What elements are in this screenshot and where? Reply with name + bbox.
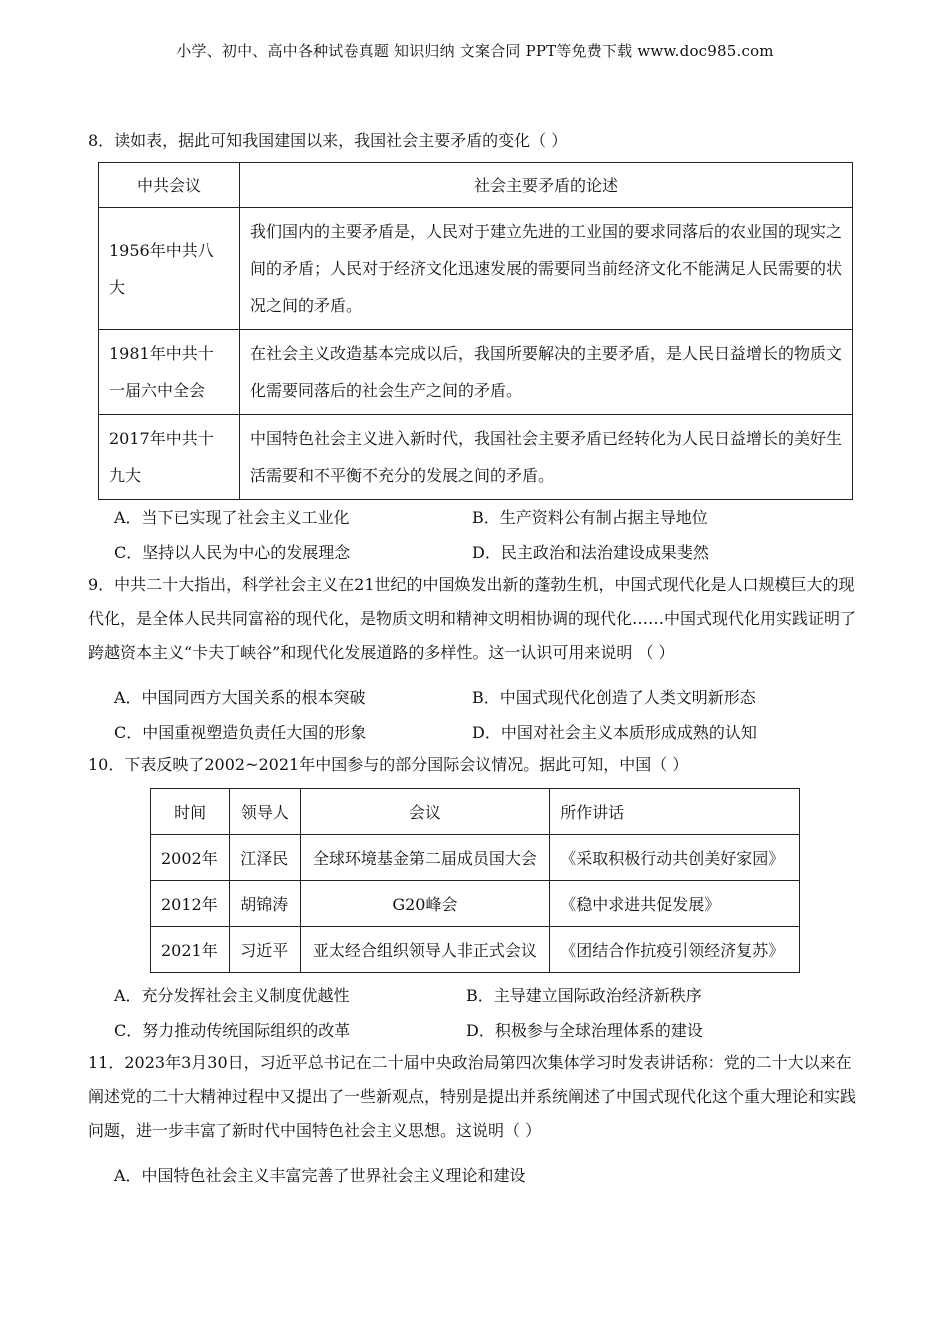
option-d[interactable]: D．积极参与全球治理体系的建设 [466,1021,703,1040]
table-row [99,208,853,330]
option-a[interactable]: A．中国特色社会主义丰富完善了世界社会主义理论和建设 [114,1166,526,1185]
table-row [99,415,853,500]
table-cell-year: 2002年 [151,835,230,881]
question-8-table [98,162,853,500]
table-cell-leader: 江泽民 [230,835,300,881]
question-11-stem: 11．2023年3月30日，习近平总书记在二十届中央政治局第四次集体学习时发表讲话称：党的二十大以来在阐述党的二十大精神过程中又提出了一些新观点，特别是提出并系统阐述了中国式现代化这个重大理论和实践问题，进一步丰富了新时代中国特色社会主义思想。这说明（ ） [88,1053,857,1140]
table-cell-leader: 胡锦涛 [230,881,300,927]
table-cell-meeting: 1956年中共八大 [99,208,240,330]
table-cell-meeting: 亚太经合组织领导人非正式会议 [300,927,550,973]
table-cell-text: 我们国内的主要矛盾是，人民对于建立先进的工业国的要求同落后的农业国的现实之间的矛盾；人民对于经济文化迅速发展的需要同当前经济文化不能满足人民需要的状况之间的矛盾。 [240,208,853,330]
option-b[interactable]: B．主导建立国际政治经济新秩序 [466,986,702,1005]
question-9-stem: 9．中共二十大指出，科学社会主义在21世纪的中国焕发出新的蓬勃生机，中国式现代化是人口规模巨大的现代化，是全体人民共同富裕的现代化，是物质文明和精神文明相协调的现代化……中国式现代化用实践证明了跨越资本主义“卡夫丁峡谷”和现代化发展道路的多样性。这一认识可用来说明 （ ） [88,575,857,662]
table-header-cell: 领导人 [230,789,300,835]
table-header-cell: 所作讲话 [550,789,800,835]
table-cell-meeting: 1981年中共十一届六中全会 [99,330,240,415]
option-d[interactable]: D．民主政治和法治建设成果斐然 [472,543,709,562]
table-cell-text: 中国特色社会主义进入新时代，我国社会主要矛盾已经转化为人民日益增长的美好生活需要和不平衡不充分的发展之间的矛盾。 [240,415,853,500]
question-10-stem: 10．下表反映了2002~2021年中国参与的部分国际会议情况。据此可知，中国（ ） [88,755,689,774]
table-cell-year: 2012年 [151,881,230,927]
option-a[interactable]: A．当下已实现了社会主义工业化 [114,508,350,527]
option-d[interactable]: D．中国对社会主义本质形成成熟的认知 [472,723,757,742]
table-cell-meeting: G20峰会 [300,881,550,927]
table-cell-year: 2021年 [151,927,230,973]
table-row [151,881,800,927]
table-cell-speech: 《采取积极行动共创美好家园》 [550,835,800,881]
table-cell-meeting: 全球环境基金第二届成员国大会 [300,835,550,881]
table-cell-speech: 《稳中求进共促发展》 [550,881,800,927]
page-header: 小学、初中、高中各种试卷真题 知识归纳 文案合同 PPT等免费下载 www.doc985.com [176,42,774,60]
table-row [99,330,853,415]
option-b[interactable]: B．生产资料公有制占据主导地位 [472,508,708,527]
option-c[interactable]: C．中国重视塑造负责任大国的形象 [114,723,367,742]
table-header-cell: 社会主要矛盾的论述 [240,163,853,208]
table-header-row [99,163,853,208]
table-header-cell: 中共会议 [99,163,240,208]
option-c[interactable]: C．坚持以人民为中心的发展理念 [114,543,351,562]
question-8-stem: 8．读如表，据此可知我国建国以来，我国社会主要矛盾的变化（ ） [88,131,568,150]
question-10-table [150,788,800,973]
option-b[interactable]: B．中国式现代化创造了人类文明新形态 [472,688,756,707]
table-header-cell: 时间 [151,789,230,835]
table-header-row [151,789,800,835]
option-a[interactable]: A．充分发挥社会主义制度优越性 [114,986,350,1005]
table-cell-meeting: 2017年中共十九大 [99,415,240,500]
table-row [151,835,800,881]
table-row [151,927,800,973]
table-cell-text: 在社会主义改造基本完成以后，我国所要解决的主要矛盾，是人民日益增长的物质文化需要同落后的社会生产之间的矛盾。 [240,330,853,415]
table-cell-leader: 习近平 [230,927,300,973]
table-cell-speech: 《团结合作抗疫引领经济复苏》 [550,927,800,973]
option-c[interactable]: C．努力推动传统国际组织的改革 [114,1021,351,1040]
option-a[interactable]: A．中国同西方大国关系的根本突破 [114,688,366,707]
table-header-cell: 会议 [300,789,550,835]
